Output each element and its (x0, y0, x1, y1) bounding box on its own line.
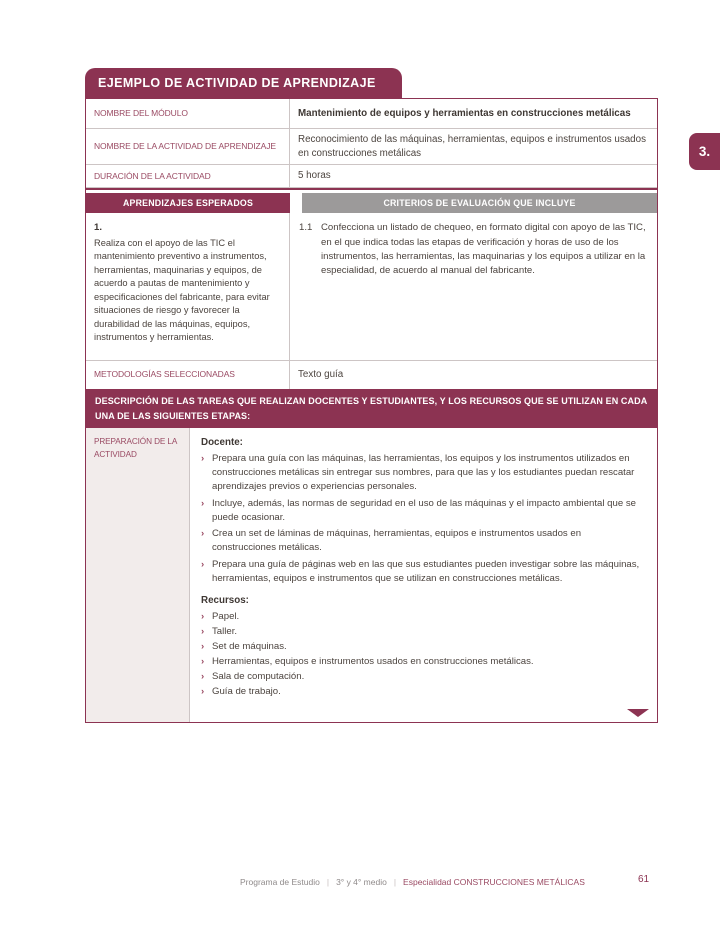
criterio-cell (290, 213, 657, 360)
bullet-icon: › (201, 528, 205, 540)
page-footer (240, 877, 585, 887)
list-item (201, 685, 647, 699)
row-value-modulo: Mantenimiento de equipos y herramientas en construcciones metálicas (298, 107, 631, 119)
chapter-tab: 3. (689, 133, 720, 170)
recursos-heading: Recursos: (201, 595, 249, 607)
docente-bullet-text: Prepara una guía de páginas web en las que sus estudiantes pueden investigar sobre las máquinas, herramientas, equipos e instrumentos que se utilizan en construcciones metálicas. (212, 559, 640, 585)
header-criterios: CRITERIOS DE EVALUACIÓN QUE INCLUYE (302, 193, 657, 213)
aprendizaje-cell (86, 213, 290, 360)
activity-table (85, 98, 658, 723)
table-row-metodologias (86, 361, 657, 389)
page-title: EJEMPLO DE ACTIVIDAD DE APRENDIZAJE (85, 68, 402, 98)
bullet-icon: › (201, 559, 205, 571)
section-divider (86, 188, 657, 190)
list-item (201, 558, 647, 586)
descripcion-banner: DESCRIPCIÓN DE LAS TAREAS QUE REALIZAN DOCENTES Y ESTUDIANTES, Y LOS RECURSOS QUE SE UTILIZAN EN CADA UNA DE LAS SIGUIENTES ETAPAS: (86, 389, 657, 428)
row-label-modulo: NOMBRE DEL MÓDULO (86, 99, 290, 128)
table-row-actividad (86, 129, 657, 165)
bullet-icon: › (201, 670, 205, 682)
row-label-actividad: NOMBRE DE LA ACTIVIDAD DE APRENDIZAJE (86, 129, 290, 164)
list-item (201, 610, 647, 624)
list-item (201, 625, 647, 639)
table-row-modulo (86, 99, 657, 129)
docente-bullet-text: Incluye, además, las normas de seguridad en el uso de las máquinas y el impacto ambiental que se puede ocasionar. (212, 497, 636, 523)
footer-grade: 3° y 4° medio (336, 877, 387, 887)
footer-program: Programa de Estudio (240, 877, 320, 887)
footer-separator: | (393, 877, 397, 887)
bullet-icon: › (201, 685, 205, 697)
list-item (201, 640, 647, 654)
column-headers (86, 193, 657, 213)
row-label-preparacion: PREPARACIÓN DE LA ACTIVIDAD (86, 428, 190, 722)
docente-bullet-text: Prepara una guía con las máquinas, las herramientas, los equipos y los instrumentos utilizados en construcciones metálicas sin entregar sus nombres, para que las y los estudiantes puedan rescatar aprendizajes previos o experiencias personales. (212, 452, 635, 492)
recursos-bullet-text: Taller. (212, 625, 238, 637)
bullet-icon: › (201, 655, 205, 667)
table-row-preparacion (86, 428, 657, 722)
criterio-text: Confecciona un listado de chequeo, en formato digital con apoyo de las TIC, en el que indica todas las etapas de verificación y horas de uso de los instrumentos, las herramientas, las maquinarias y los equipos a utilizar en la especialidad, de acuerdo al manual del fabricante. (321, 222, 646, 277)
recursos-bullet-text: Guía de trabajo. (212, 685, 281, 697)
bullet-icon: › (201, 625, 205, 637)
row-value-duracion: 5 horas (298, 170, 331, 182)
list-item (201, 452, 647, 494)
row-label-duracion: DURACIÓN DE LA ACTIVIDAD (86, 165, 290, 187)
list-item (201, 497, 647, 525)
header-aprendizajes: APRENDIZAJES ESPERADOS (86, 193, 290, 213)
list-item (201, 655, 647, 669)
footer-separator: | (326, 877, 330, 887)
bullet-icon: › (201, 452, 205, 464)
footer-specialty: Especialidad CONSTRUCCIONES METÁLICAS (403, 877, 585, 887)
recursos-bullet-text: Set de máquinas. (212, 640, 287, 652)
recursos-bullet-text: Sala de computación. (212, 670, 305, 682)
list-item (201, 670, 647, 684)
row-value-metodologias: Texto guía (298, 369, 344, 381)
bullet-icon: › (201, 611, 205, 623)
row-value-actividad: Reconocimiento de las máquinas, herramientas, equipos e instrumentos usados en construcciones metálicas (298, 134, 646, 159)
table-row-aprendizaje-criterio (86, 213, 657, 361)
page-number: 61 (638, 874, 650, 885)
preparacion-content (190, 428, 657, 722)
docente-heading: Docente: (201, 436, 243, 448)
row-label-metodologias: METODOLOGÍAS SELECCIONADAS (86, 361, 290, 389)
recursos-bullet-text: Papel. (212, 611, 240, 623)
aprendizaje-text: Realiza con el apoyo de las TIC el mantenimiento preventivo a instrumentos, herramientas, maquinarias y equipos, de acuerdo a pautas de mantenimiento y especificaciones del fabricante, para evitar situaciones de riesgo y favorecer la durabilidad de las máquinas, equipos, instrumentos y herramientas. (94, 238, 270, 343)
bullet-icon: › (201, 497, 205, 509)
table-row-duracion (86, 165, 657, 188)
recursos-bullet-text: Herramientas, equipos e instrumentos usados en construcciones metálicas. (212, 655, 534, 667)
docente-bullet-text: Crea un set de láminas de máquinas, herramientas, equipos e instrumentos usados en construcciones metálicas. (212, 528, 582, 554)
list-item (201, 527, 647, 555)
criterio-number: 1.1 (299, 222, 313, 234)
aprendizaje-number: 1. (94, 222, 103, 234)
continuation-arrow-icon (627, 709, 649, 717)
bullet-icon: › (201, 640, 205, 652)
